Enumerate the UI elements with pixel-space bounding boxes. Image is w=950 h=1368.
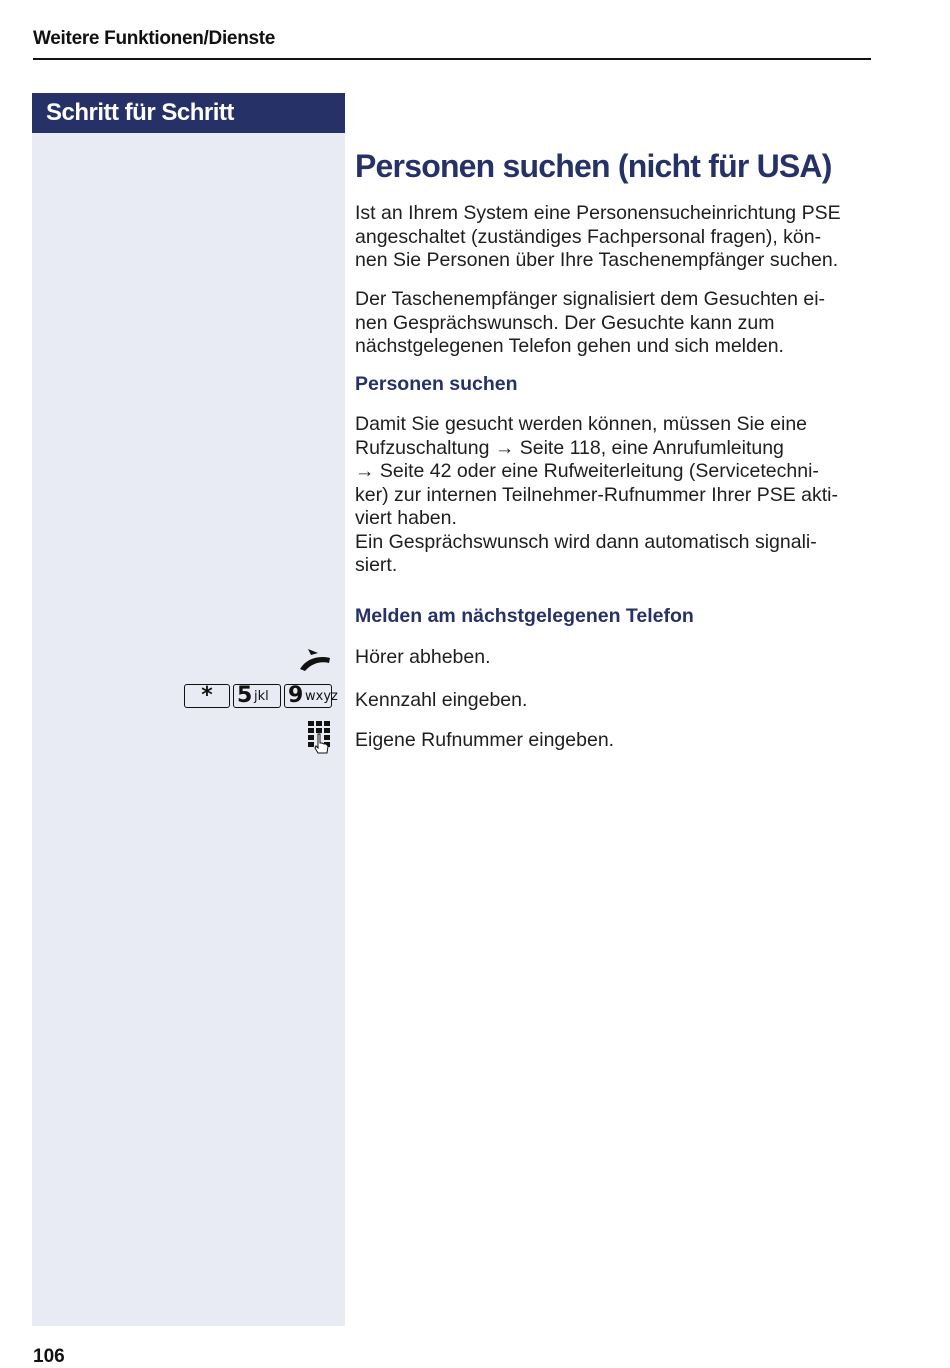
page-title: Personen suchen (nicht für USA) xyxy=(355,148,832,184)
section-heading: Melden am nächstgelegenen Telefon xyxy=(355,605,694,627)
star-key-icon: * xyxy=(184,684,230,708)
text-line: Der Taschenempfänger signalisiert dem Gesuchten ei- xyxy=(355,288,826,310)
text-line: ker) zur internen Teilnehmer-Rufnummer Ihrer PSE akti- xyxy=(355,483,838,506)
intro-paragraph-1 xyxy=(355,202,841,273)
key-letters: jkl xyxy=(254,689,269,704)
text-line: viert haben. xyxy=(355,507,457,529)
step-text: Kennzahl eingeben. xyxy=(355,689,528,711)
key-9-icon xyxy=(284,683,338,708)
step-text: Eigene Rufnummer eingeben. xyxy=(355,729,615,751)
text-line: → Seite 42 oder eine Rufweiterleitung (Servicetechni- xyxy=(355,460,819,482)
section-heading: Personen suchen xyxy=(355,373,518,395)
sidebar-title: Schritt für Schritt xyxy=(32,93,345,133)
text-line: Ist an Ihrem System eine Personensucheinrichtung PSE xyxy=(355,202,841,224)
page-number: 106 xyxy=(33,1346,65,1367)
text-line: nen Sie Personen über Ihre Taschenempfänger suchen. xyxy=(355,249,839,271)
text-line: Damit Sie gesucht werden können, müssen Sie eine xyxy=(355,413,808,435)
text-line: angeschaltet (zuständiges Fachpersonal fragen), kön- xyxy=(355,225,822,248)
text-line: nen Gesprächswunsch. Der Gesuchte kann zum xyxy=(355,311,775,334)
text-line: Ein Gesprächswunsch wird dann automatisch signali- xyxy=(355,530,817,553)
intro-paragraph-2 xyxy=(355,288,825,359)
header-rule xyxy=(33,58,871,60)
text-line: Rufzuschaltung → Seite 118, eine Anrufumleitung xyxy=(355,436,784,459)
key-digit: 5 xyxy=(237,683,253,708)
key-letters: wxyz xyxy=(305,689,338,704)
key-5-icon xyxy=(233,684,281,708)
text-line: nächstgelegenen Telefon gehen und sich melden. xyxy=(355,335,784,357)
running-header: Weitere Funktionen/Dienste xyxy=(33,28,276,49)
key-digit: 9 xyxy=(288,683,304,708)
keypad-dial-icon xyxy=(307,720,333,758)
text-line: siert. xyxy=(355,554,398,576)
main-content xyxy=(355,140,875,627)
sidebar-column xyxy=(32,93,345,1326)
key-sequence xyxy=(184,683,338,708)
section-paragraph xyxy=(355,413,838,578)
handset-lift-icon xyxy=(296,645,334,673)
step-text: Hörer abheben. xyxy=(355,646,491,668)
